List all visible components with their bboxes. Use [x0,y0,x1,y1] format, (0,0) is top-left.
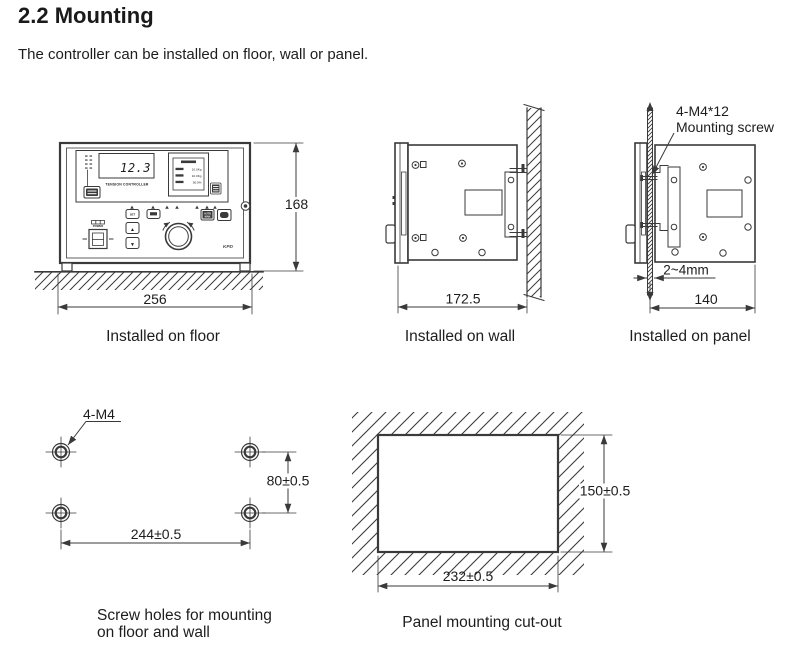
figure-panel-cutout [352,412,630,631]
auto-man-button[interactable] [201,210,214,221]
panel-strip [647,102,654,301]
hand-icon [220,212,229,218]
figure-installed-on-wall [386,105,544,346]
screw-hole-top-right [235,437,265,467]
wall-screw-top [522,164,525,173]
svg-text:AUTO: AUTO [203,212,212,216]
wall-bracket [505,164,527,238]
figure-installed-on-floor [35,143,310,345]
svg-text:2~4mm: 2~4mm [663,262,709,278]
caption-floor: Installed on floor [106,328,220,345]
screw-hole-bottom-right [235,498,265,528]
set-button[interactable] [126,210,139,219]
foot-left [62,263,72,271]
wall-screw-bottom [522,229,525,238]
knob-side-panel [626,225,635,243]
dim-hole-hspacing [61,526,250,549]
brand-logo: KPD [222,245,233,250]
dim-hole-vspacing [263,452,312,513]
svg-text:4-M4: 4-M4 [83,406,115,422]
lcd-output-value: 50.0% [192,180,202,185]
svg-text:244±0.5: 244±0.5 [130,526,182,542]
wall-section [524,105,544,301]
reset-button[interactable] [84,187,100,199]
lcd-header-blob [181,161,196,164]
caption-screw-holes-line2: on floor and wall [97,624,210,641]
dim-panel-thickness [634,263,715,279]
svg-text:168: 168 [284,196,309,212]
panel-brand-label: TENSION CONTROLLER [105,182,149,187]
caption-screw-holes-line1: Screw holes for mounting [97,607,272,624]
info-lcd [169,153,209,196]
svg-text:POWER: POWER [92,223,104,228]
down-button[interactable] [126,238,139,249]
screw-hole-top-left [46,437,76,467]
caption-cutout: Panel mounting cut-out [402,614,562,631]
tension-readout: 12.3 [120,161,151,175]
figure-screw-holes [46,406,312,641]
dim-height-168 [254,143,310,271]
ground-hatch [35,273,263,291]
cutout-rect [378,435,558,552]
svg-text:172.5: 172.5 [445,290,481,307]
svg-text:150±0.5: 150±0.5 [579,482,631,499]
foot-right [240,263,250,271]
svg-text:232±0.5: 232±0.5 [442,568,494,584]
screw-hole-bottom-left [46,498,76,528]
svg-text:▲: ▲ [130,226,135,233]
manual-feed-button[interactable] [218,210,232,221]
svg-text:4-M4*12: 4-M4*12 [676,103,729,119]
svg-text:Mounting screw: Mounting screw [676,119,775,135]
intro-text: The controller can be installed on floor, wall or panel. [18,46,369,63]
section-title: 2.2 Mounting [18,3,154,28]
svg-text:▼: ▼ [130,241,135,248]
figure-installed-on-panel [626,102,775,345]
up-button[interactable] [126,223,139,234]
svg-text:256: 256 [143,291,167,307]
dim-depth-172-5 [398,266,527,313]
output-on-off-button[interactable] [211,183,222,194]
svg-text:140: 140 [694,291,718,307]
shift-button[interactable] [147,210,160,219]
svg-text:SET: SET [129,212,136,217]
caption-panel: Installed on panel [629,328,751,345]
svg-text:MAN: MAN [204,215,211,219]
lcd-set-value: 10.0Kg [191,167,202,172]
svg-text:80±0.5: 80±0.5 [266,472,310,489]
caption-wall: Installed on wall [404,328,516,345]
hole-size-note [68,406,121,445]
lcd-actual-value: 10.0Kg [191,173,202,178]
knob-side [386,225,395,243]
